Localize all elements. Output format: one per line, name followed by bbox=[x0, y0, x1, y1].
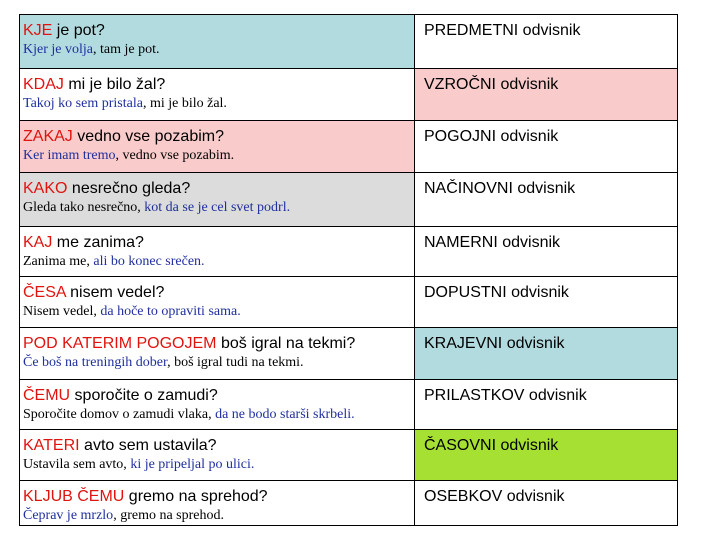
clause-type-cell bbox=[415, 69, 678, 121]
question-cell bbox=[20, 227, 415, 277]
table-row bbox=[20, 430, 678, 481]
clause-table bbox=[19, 14, 678, 526]
question-cell bbox=[20, 277, 415, 328]
example-clause: Ker imam tremo bbox=[23, 148, 116, 163]
question-text bbox=[23, 75, 414, 94]
clause-type-label: NAČINOVNI odvisnik bbox=[424, 180, 576, 197]
clause-type-cell bbox=[415, 328, 678, 380]
clause-table-body bbox=[20, 15, 678, 526]
table-row bbox=[20, 277, 678, 328]
example-clause: Če boš na treningih dober bbox=[23, 355, 168, 370]
example-sentence bbox=[23, 407, 414, 423]
table-row bbox=[20, 173, 678, 227]
example-main: Ustavila sem avto, bbox=[23, 457, 131, 472]
question-text bbox=[23, 487, 414, 506]
example-clause: da hoče to opraviti sama. bbox=[100, 304, 241, 319]
question-text bbox=[23, 334, 414, 353]
table-row bbox=[20, 69, 678, 121]
example-sentence bbox=[23, 42, 414, 58]
clause-type-label: POGOJNI odvisnik bbox=[424, 128, 559, 145]
clause-type-label: OSEBKOV odvisnik bbox=[424, 488, 565, 505]
example-sentence bbox=[23, 96, 414, 112]
question-cell bbox=[20, 173, 415, 227]
example-main: , vedno vse pozabim. bbox=[115, 148, 235, 163]
example-main: , boš igral tudi na tekmi. bbox=[167, 355, 304, 370]
clause-type-label: PREDMETNI odvisnik bbox=[424, 22, 581, 39]
question-text bbox=[23, 179, 414, 198]
example-sentence bbox=[23, 254, 414, 270]
question-cell bbox=[20, 380, 415, 430]
example-sentence bbox=[23, 508, 414, 524]
question-text bbox=[23, 283, 414, 302]
example-main: , gremo na sprehod. bbox=[113, 508, 224, 523]
clause-type-cell bbox=[415, 430, 678, 481]
question-text bbox=[23, 127, 414, 146]
table-row bbox=[20, 380, 678, 430]
example-main: Nisem vedel, bbox=[23, 304, 101, 319]
question-keyword: KAJ bbox=[23, 234, 53, 251]
clause-type-label: DOPUSTNI odvisnik bbox=[424, 284, 569, 301]
example-main: Sporočite domov o zamudi vlaka, bbox=[23, 407, 216, 422]
table-row bbox=[20, 328, 678, 380]
question-rest: mi je bilo žal? bbox=[63, 76, 166, 93]
question-keyword: ČESA bbox=[23, 284, 66, 301]
question-cell bbox=[20, 121, 415, 173]
question-cell bbox=[20, 15, 415, 69]
question-cell bbox=[20, 69, 415, 121]
question-keyword: ZAKAJ bbox=[23, 128, 73, 145]
clause-type-label: VZROČNI odvisnik bbox=[424, 76, 559, 93]
example-sentence bbox=[23, 457, 414, 473]
example-clause: Čeprav je mrzlo bbox=[23, 508, 114, 523]
table-row bbox=[20, 481, 678, 526]
question-keyword: KJE bbox=[23, 22, 53, 39]
question-text bbox=[23, 21, 414, 40]
example-sentence bbox=[23, 200, 414, 216]
clause-type-cell bbox=[415, 481, 678, 526]
table-row bbox=[20, 15, 678, 69]
question-rest: avto sem ustavila? bbox=[79, 437, 217, 454]
clause-type-cell bbox=[415, 227, 678, 277]
clause-type-cell bbox=[415, 173, 678, 227]
clause-type-cell bbox=[415, 15, 678, 69]
question-keyword: KDAJ bbox=[23, 76, 64, 93]
example-clause: ki je pripeljal po ulici. bbox=[130, 457, 255, 472]
example-clause: Takoj ko sem pristala bbox=[23, 96, 143, 111]
table-row bbox=[20, 227, 678, 277]
clause-type-cell bbox=[415, 121, 678, 173]
question-rest: gremo na sprehod? bbox=[124, 488, 268, 505]
question-keyword: ČEMU bbox=[23, 387, 71, 404]
example-sentence bbox=[23, 304, 414, 320]
question-rest: vedno vse pozabim? bbox=[72, 128, 224, 145]
question-rest: me zanima? bbox=[52, 234, 144, 251]
question-rest: sporočite o zamudi? bbox=[70, 387, 218, 404]
question-keyword: KLJUB ČEMU bbox=[23, 488, 125, 505]
question-cell bbox=[20, 481, 415, 526]
example-clause: da ne bodo starši skrbeli. bbox=[215, 407, 355, 422]
example-clause: kot da se je cel svet podrl. bbox=[144, 200, 291, 215]
question-keyword: KATERI bbox=[23, 437, 80, 454]
example-main: Gleda tako nesrečno, bbox=[23, 200, 145, 215]
example-clause: Kjer je volja bbox=[23, 42, 93, 57]
example-sentence bbox=[23, 148, 414, 164]
clause-type-label: PRILASTKOV odvisnik bbox=[424, 387, 587, 404]
clause-type-cell bbox=[415, 277, 678, 328]
example-main: Zanima me, bbox=[23, 254, 94, 269]
example-clause: ali bo konec srečen. bbox=[93, 254, 205, 269]
question-rest: nisem vedel? bbox=[65, 284, 165, 301]
question-text bbox=[23, 436, 414, 455]
question-cell bbox=[20, 430, 415, 481]
question-text bbox=[23, 233, 414, 252]
question-text bbox=[23, 386, 414, 405]
example-main: , mi je bilo žal. bbox=[142, 96, 227, 111]
clause-type-label: ČASOVNI odvisnik bbox=[424, 437, 559, 454]
clause-type-label: KRAJEVNI odvisnik bbox=[424, 335, 565, 352]
question-keyword: KAKO bbox=[23, 180, 68, 197]
question-rest: boš igral na tekmi? bbox=[216, 335, 356, 352]
clause-type-label: NAMERNI odvisnik bbox=[424, 234, 561, 251]
example-main: , tam je pot. bbox=[92, 42, 160, 57]
table-row bbox=[20, 121, 678, 173]
question-rest: je pot? bbox=[52, 22, 105, 39]
example-sentence bbox=[23, 355, 414, 371]
question-keyword: POD KATERIM POGOJEM bbox=[23, 335, 217, 352]
clause-type-cell bbox=[415, 380, 678, 430]
question-cell bbox=[20, 328, 415, 380]
question-rest: nesrečno gleda? bbox=[67, 180, 191, 197]
